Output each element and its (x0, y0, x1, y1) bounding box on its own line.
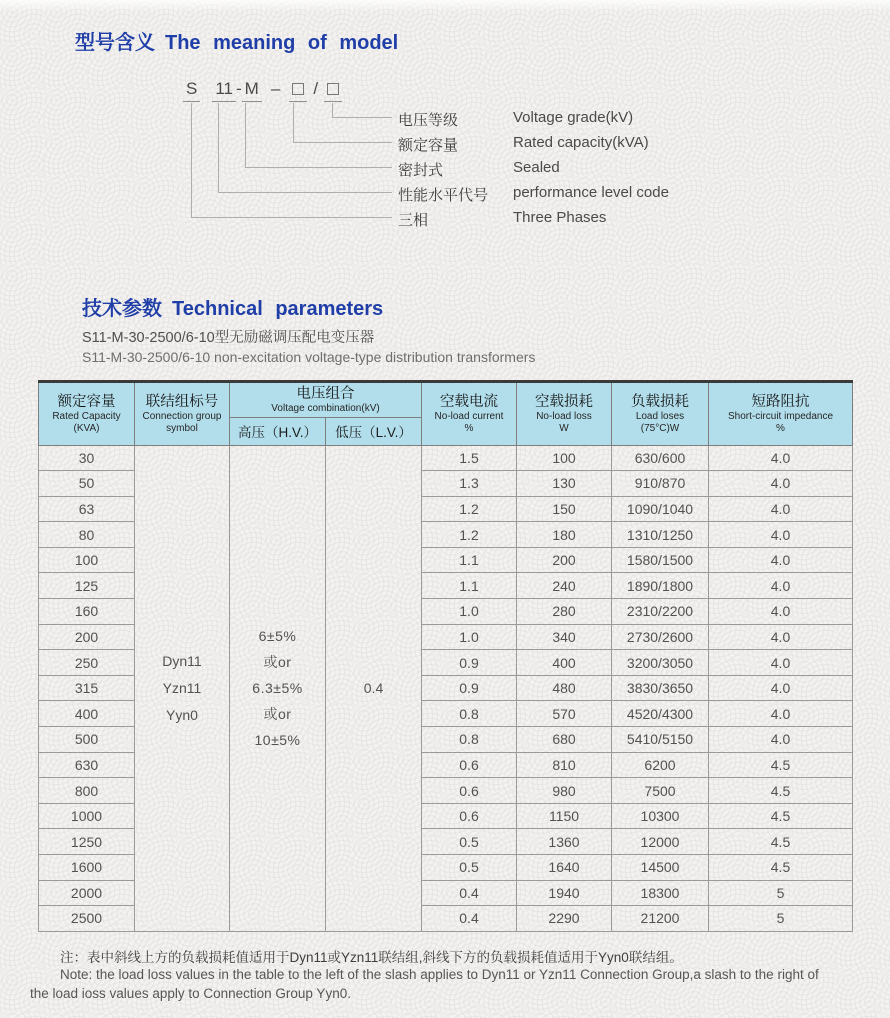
cell-impedance: 4.0 (709, 547, 853, 573)
leader-line-three-phases (191, 103, 392, 218)
header-voltage-combination: 电压组合 Voltage combination(kV) (230, 382, 422, 418)
diagram-label-en: Three Phases (513, 209, 607, 226)
cell-noload-loss: 400 (517, 650, 612, 676)
product-subtitle-en: S11-M-30-2500/6-10 non-excitation voltage-type distribution transformers (82, 349, 536, 365)
parameters-table (38, 380, 853, 932)
diagram-label-zh: 电压等级 (398, 112, 459, 129)
cell-load-loss: 2730/2600 (612, 624, 709, 650)
cell-noload-current: 0.6 (422, 778, 517, 804)
diagram-label-zh: 密封式 (398, 162, 444, 179)
cell-impedance: 4.5 (709, 778, 853, 804)
cell-impedance: 4.0 (709, 727, 853, 753)
cell-capacity: 2500 (39, 906, 135, 932)
cell-impedance: 4.0 (709, 599, 853, 625)
cell-load-loss: 7500 (612, 778, 709, 804)
model-level-code: 11 (212, 79, 236, 102)
cell-impedance: 4.0 (709, 624, 853, 650)
cell-noload-loss: 100 (517, 445, 612, 471)
cell-noload-current: 0.8 (422, 727, 517, 753)
cell-impedance: 4.0 (709, 471, 853, 497)
cell-noload-loss: 150 (517, 496, 612, 522)
cell-capacity: 1250 (39, 829, 135, 855)
cell-load-loss: 5410/5150 (612, 727, 709, 753)
header-low-voltage: 低压（L.V.） (326, 417, 422, 445)
cell-noload-current: 1.3 (422, 471, 517, 497)
cell-capacity: 1000 (39, 803, 135, 829)
cell-noload-current: 0.6 (422, 752, 517, 778)
cell-load-loss: 3830/3650 (612, 675, 709, 701)
cell-impedance: 4.0 (709, 496, 853, 522)
cell-capacity: 100 (39, 547, 135, 573)
cell-load-loss: 10300 (612, 803, 709, 829)
model-separator: - (236, 79, 242, 98)
cell-noload-loss: 980 (517, 778, 612, 804)
cell-load-loss: 14500 (612, 855, 709, 881)
section-title-en: The meaning of model (165, 32, 399, 54)
cell-noload-loss: 2290 (517, 906, 612, 932)
cell-noload-loss: 680 (517, 727, 612, 753)
diagram-label-zh: 性能水平代号 (398, 187, 489, 204)
cell-capacity: 160 (39, 599, 135, 625)
product-subtitle-zh: S11-M-30-2500/6-10型无励磁调压配电变压器 (82, 330, 375, 346)
cell-noload-loss: 1360 (517, 829, 612, 855)
header-load-loss: 负载损耗 Load loses (75°C)W (612, 382, 709, 446)
cell-noload-loss: 480 (517, 675, 612, 701)
cell-capacity: 400 (39, 701, 135, 727)
note-en-line1: Note: the load loss values in the table to the left of the slash applies to Dyn11 or Yzn11 Connection Group,a slash to the right of (60, 967, 819, 982)
cell-lv-value: 0.4 (326, 445, 422, 931)
cell-noload-current: 1.0 (422, 599, 517, 625)
cell-load-loss: 1310/1250 (612, 522, 709, 548)
cell-impedance: 4.0 (709, 522, 853, 548)
cell-load-loss: 6200 (612, 752, 709, 778)
cell-load-loss: 910/870 (612, 471, 709, 497)
cell-noload-current: 0.9 (422, 675, 517, 701)
cell-capacity: 315 (39, 675, 135, 701)
cell-capacity: 800 (39, 778, 135, 804)
cell-load-loss: 21200 (612, 906, 709, 932)
cell-capacity: 125 (39, 573, 135, 599)
placeholder-box-icon (327, 83, 339, 95)
diagram-label-en: Sealed (513, 159, 560, 176)
note-en-line2: the load ioss values apply to Connection Group Yyn0. (30, 986, 351, 1001)
cell-capacity: 1600 (39, 855, 135, 881)
cell-capacity: 2000 (39, 880, 135, 906)
cell-impedance: 4.0 (709, 701, 853, 727)
cell-noload-loss: 240 (517, 573, 612, 599)
cell-noload-current: 1.2 (422, 496, 517, 522)
note-zh: 注：表中斜线上方的负载损耗值适用于Dyn11或Yzn11联结组,斜线下方的负载损耗值适用于Yyn0联结组。 (60, 950, 683, 965)
cell-load-loss: 4520/4300 (612, 701, 709, 727)
cell-impedance: 4.0 (709, 445, 853, 471)
cell-impedance: 4.0 (709, 675, 853, 701)
cell-noload-loss: 340 (517, 624, 612, 650)
cell-noload-loss: 1940 (517, 880, 612, 906)
cell-load-loss: 1090/1040 (612, 496, 709, 522)
cell-capacity: 250 (39, 650, 135, 676)
cell-capacity: 50 (39, 471, 135, 497)
model-seal-code: M (242, 79, 262, 102)
cell-capacity: 63 (39, 496, 135, 522)
cell-impedance: 4.5 (709, 829, 853, 855)
model-separator: – (270, 79, 281, 98)
cell-noload-loss: 200 (517, 547, 612, 573)
diagram-label-zh: 额定容量 (398, 137, 459, 154)
cell-impedance: 4.0 (709, 573, 853, 599)
cell-noload-current: 1.2 (422, 522, 517, 548)
cell-noload-loss: 570 (517, 701, 612, 727)
cell-noload-loss: 180 (517, 522, 612, 548)
cell-load-loss: 3200/3050 (612, 650, 709, 676)
cell-noload-current: 0.5 (422, 829, 517, 855)
cell-impedance: 5 (709, 906, 853, 932)
header-rated-capacity: 额定容量 Rated Capacity (KVA) (39, 382, 135, 446)
model-code-line (183, 79, 342, 102)
model-voltage-placeholder (324, 79, 342, 102)
table-row (39, 445, 853, 471)
section-title-en: Technical parameters (172, 298, 384, 320)
cell-noload-current: 0.8 (422, 701, 517, 727)
diagram-label-en: Rated capacity(kVA) (513, 134, 649, 151)
cell-impedance: 4.5 (709, 855, 853, 881)
header-noload-current: 空载电流 No-load current % (422, 382, 517, 446)
cell-impedance: 4.0 (709, 650, 853, 676)
cell-noload-loss: 1150 (517, 803, 612, 829)
section-title-zh: 型号含义 (75, 32, 155, 54)
header-short-circuit-impedance: 短路阻抗 Short-circuit impedance % (709, 382, 853, 446)
section-title-tech-params (82, 292, 383, 321)
placeholder-box-icon (292, 83, 304, 95)
cell-capacity: 200 (39, 624, 135, 650)
section-title-model-meaning (75, 26, 398, 55)
cell-noload-current: 0.4 (422, 880, 517, 906)
header-noload-loss: 空载损耗 No-load loss W (517, 382, 612, 446)
cell-noload-current: 1.1 (422, 547, 517, 573)
cell-noload-loss: 280 (517, 599, 612, 625)
cell-capacity: 80 (39, 522, 135, 548)
cell-connection-group: Dyn11 Yzn11 Yyn0 (135, 445, 230, 931)
cell-noload-current: 0.9 (422, 650, 517, 676)
cell-noload-current: 1.0 (422, 624, 517, 650)
page-top-edge (0, 0, 890, 12)
diagram-label-en: performance level code (513, 184, 669, 201)
cell-noload-loss: 1640 (517, 855, 612, 881)
cell-impedance: 5 (709, 880, 853, 906)
cell-load-loss: 2310/2200 (612, 599, 709, 625)
diagram-label-en: Voltage grade(kV) (513, 109, 634, 126)
cell-load-loss: 1580/1500 (612, 547, 709, 573)
cell-noload-current: 1.5 (422, 445, 517, 471)
cell-capacity: 30 (39, 445, 135, 471)
cell-noload-loss: 810 (517, 752, 612, 778)
cell-hv-options: 6±5% 或or 6.3±5% 或or 10±5% (230, 445, 326, 931)
cell-noload-current: 0.5 (422, 855, 517, 881)
model-capacity-placeholder (289, 79, 307, 102)
cell-load-loss: 1890/1800 (612, 573, 709, 599)
cell-impedance: 4.5 (709, 803, 853, 829)
header-connection-group: 联结组标号 Connection group symbol (135, 382, 230, 446)
cell-load-loss: 12000 (612, 829, 709, 855)
cell-impedance: 4.5 (709, 752, 853, 778)
header-high-voltage: 高压（H.V.） (230, 417, 326, 445)
cell-capacity: 500 (39, 727, 135, 753)
cell-load-loss: 630/600 (612, 445, 709, 471)
cell-noload-current: 0.6 (422, 803, 517, 829)
cell-noload-current: 0.4 (422, 906, 517, 932)
model-phase-code: S (183, 79, 200, 102)
diagram-label-zh: 三相 (398, 212, 429, 229)
section-title-zh: 技术参数 (82, 298, 162, 320)
cell-noload-current: 1.1 (422, 573, 517, 599)
cell-capacity: 630 (39, 752, 135, 778)
model-separator: / (313, 79, 319, 98)
cell-load-loss: 18300 (612, 880, 709, 906)
cell-noload-loss: 130 (517, 471, 612, 497)
